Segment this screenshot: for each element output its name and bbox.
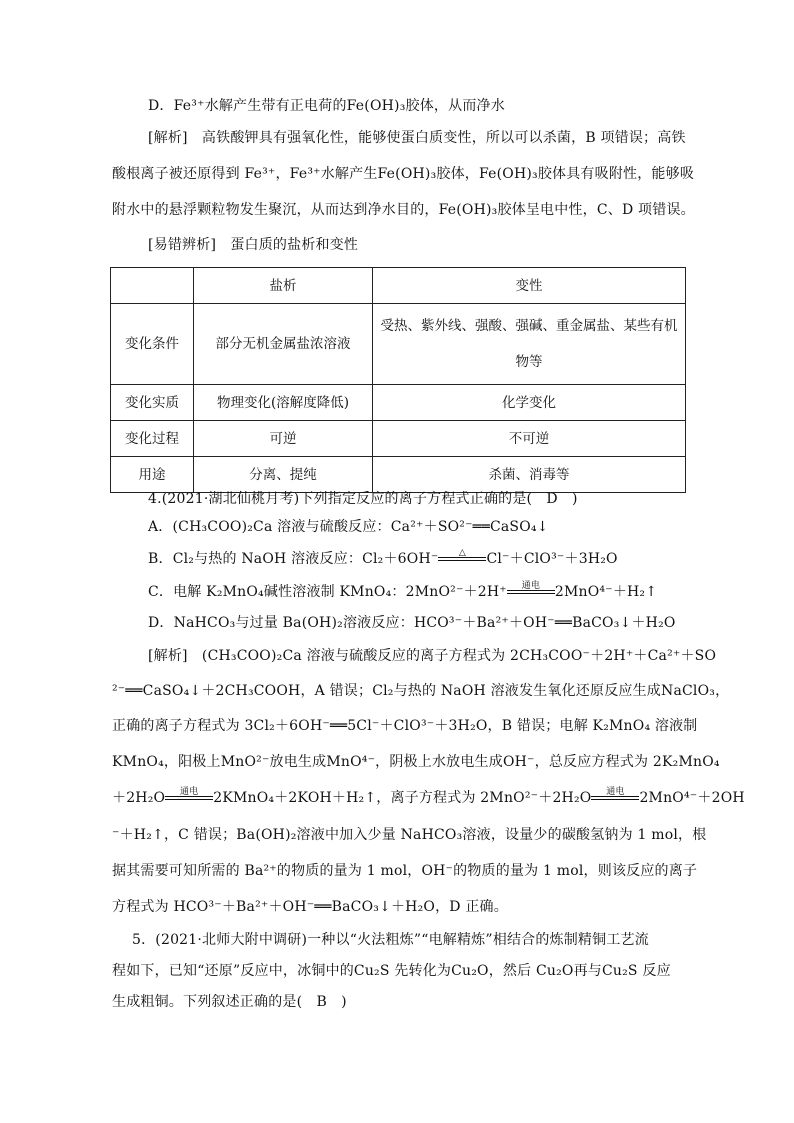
table-cell xyxy=(111,268,194,304)
table-cell: 可逆 xyxy=(194,421,373,457)
equation-reactants: ＋2H₂O xyxy=(112,790,166,806)
electrolysis-arrow xyxy=(165,787,213,800)
analysis-2-line-4: KMnO₄，阳极上MnO²⁻放电生成MnO⁴⁻，阴极上水放电生成OH⁻，总反应方程式为 2K₂MnO₄ xyxy=(112,754,720,770)
question-4-stem: 4.(2021·湖北仙桃月考)下列指定反应的离子方程式正确的是( D ) xyxy=(148,491,578,507)
question-5-line-3: 生成粗铜。下列叙述正确的是( B ) xyxy=(112,994,347,1010)
analysis-2-line-2: ²⁻══CaSO₄↓＋2CH₃COOH，A 错误；Cl₂与热的 NaOH 溶液发生氧化还原反应生成NaClO₃， xyxy=(112,683,730,699)
table-cell: 部分无机金属盐浓溶液 xyxy=(194,304,373,385)
analysis-1-line-3: 附水中的悬浮颗粒物发生聚沉，从而达到净水目的，Fe(OH)₃胶体呈电中性，C、D 项错误。 xyxy=(112,202,695,218)
heat-arrow xyxy=(438,548,486,561)
heat-symbol: △ xyxy=(458,548,467,558)
analysis-2-line-3: 正确的离子方程式为 3Cl₂＋6OH⁻══5Cl⁻＋ClO³⁻＋3H₂O，B 错误；电解 K₂MnO₄ 溶液制 xyxy=(112,718,698,734)
question-4-option-b xyxy=(148,549,618,569)
table-cell: 变化过程 xyxy=(111,421,194,457)
option-d-previous: D．Fe³⁺水解产生带有正电荷的Fe(OH)₃胶体，从而净水 xyxy=(148,98,505,114)
table-cell: 分离、提纯 xyxy=(194,457,373,493)
equation-middle: 2KMnO₄＋2KOH＋H₂↑，离子方程式为 2MnO²⁻＋2H₂O xyxy=(213,790,592,806)
table-cell: 用途 xyxy=(111,457,194,493)
electrolysis-arrow xyxy=(507,581,555,594)
electrolysis-label: 通电 xyxy=(180,787,199,797)
table-cell: 化学变化 xyxy=(373,385,686,421)
analysis-2-line-5 xyxy=(112,788,745,808)
table-row xyxy=(111,304,686,385)
error-analysis-title: [易错辨析] 蛋白质的盐析和变性 xyxy=(148,237,359,253)
table-cell: 不可逆 xyxy=(373,421,686,457)
comparison-table xyxy=(110,267,686,493)
table-cell: 变性 xyxy=(373,268,686,304)
table-cell: 变化条件 xyxy=(111,304,194,385)
table-cell: 受热、紫外线、强酸、强碱、重金属盐、某些有机物等 xyxy=(373,304,686,385)
table-row xyxy=(111,385,686,421)
table-row xyxy=(111,421,686,457)
table-cell: 杀菌、消毒等 xyxy=(373,457,686,493)
option-b-reactants: B．Cl₂与热的 NaOH 溶液反应：Cl₂＋6OH⁻ xyxy=(148,551,439,567)
table-row xyxy=(111,457,686,493)
question-4-option-d: D．NaHCO₃与过量 Ba(OH)₂溶液反应：HCO³⁻＋Ba²⁺＋OH⁻══BaCO₃↓＋H₂O xyxy=(148,615,676,631)
analysis-2-line-1: [解析] (CH₃COO)₂Ca 溶液与硫酸反应的离子方程式为 2CH₃COO⁻＋2H⁺＋Ca²⁺＋SO xyxy=(148,648,717,664)
equation-products: 2MnO⁴⁻＋2OH xyxy=(639,790,745,806)
analysis-2-line-8: 方程式为 HCO³⁻＋Ba²⁺＋OH⁻══BaCO₃↓＋H₂O，D 正确。 xyxy=(112,899,508,915)
electrolysis-arrow xyxy=(591,787,639,800)
electrolysis-label: 通电 xyxy=(521,581,541,591)
question-4-option-c xyxy=(148,582,657,602)
analysis-1-line-1: [解析] 高铁酸钾具有强氧化性，能够使蛋白质变性，所以可以杀菌，B 项错误；高铁 xyxy=(148,130,686,146)
table-cell: 变化实质 xyxy=(111,385,194,421)
option-b-products: Cl⁻＋ClO³⁻＋3H₂O xyxy=(486,551,618,567)
analysis-2-line-6: ⁻＋H₂↑，C 错误；Ba(OH)₂溶液中加入少量 NaHCO₃溶液，设量少的碳酸氢钠为 1 mol，根 xyxy=(112,827,707,843)
analysis-1-line-2: 酸根离子被还原得到 Fe³⁺，Fe³⁺水解产生Fe(OH)₃胶体，Fe(OH)₃胶体具有吸附性，能够吸 xyxy=(112,166,695,182)
table-cell: 物理变化(溶解度降低) xyxy=(194,385,373,421)
question-5-line-2: 程如下，已知“还原”反应中，冰铜中的Cu₂S 先转化为Cu₂O，然后 Cu₂O再与Cu₂S 反应 xyxy=(112,963,671,979)
table-cell: 盐析 xyxy=(194,268,373,304)
question-5-line-1: 5．(2021·北师大附中调研)一种以“火法粗炼”“电解精炼”相结合的炼制精铜工艺流 xyxy=(132,932,649,948)
electrolysis-label: 通电 xyxy=(606,787,625,797)
analysis-2-line-7: 据其需要可知所需的 Ba²⁺的物质的量为 1 mol，OH⁻的物质的量为 1 mol，则该反应的离子 xyxy=(112,863,698,879)
option-c-reactants: C．电解 K₂MnO₄碱性溶液制 KMnO₄：2MnO²⁻＋2H⁺ xyxy=(148,584,507,600)
question-4-option-a: A．(CH₃COO)₂Ca 溶液与硫酸反应：Ca²⁺＋SO²⁻══CaSO₄↓ xyxy=(148,519,549,535)
table-header-row xyxy=(111,268,686,304)
option-c-products: 2MnO⁴⁻＋H₂↑ xyxy=(554,584,658,600)
